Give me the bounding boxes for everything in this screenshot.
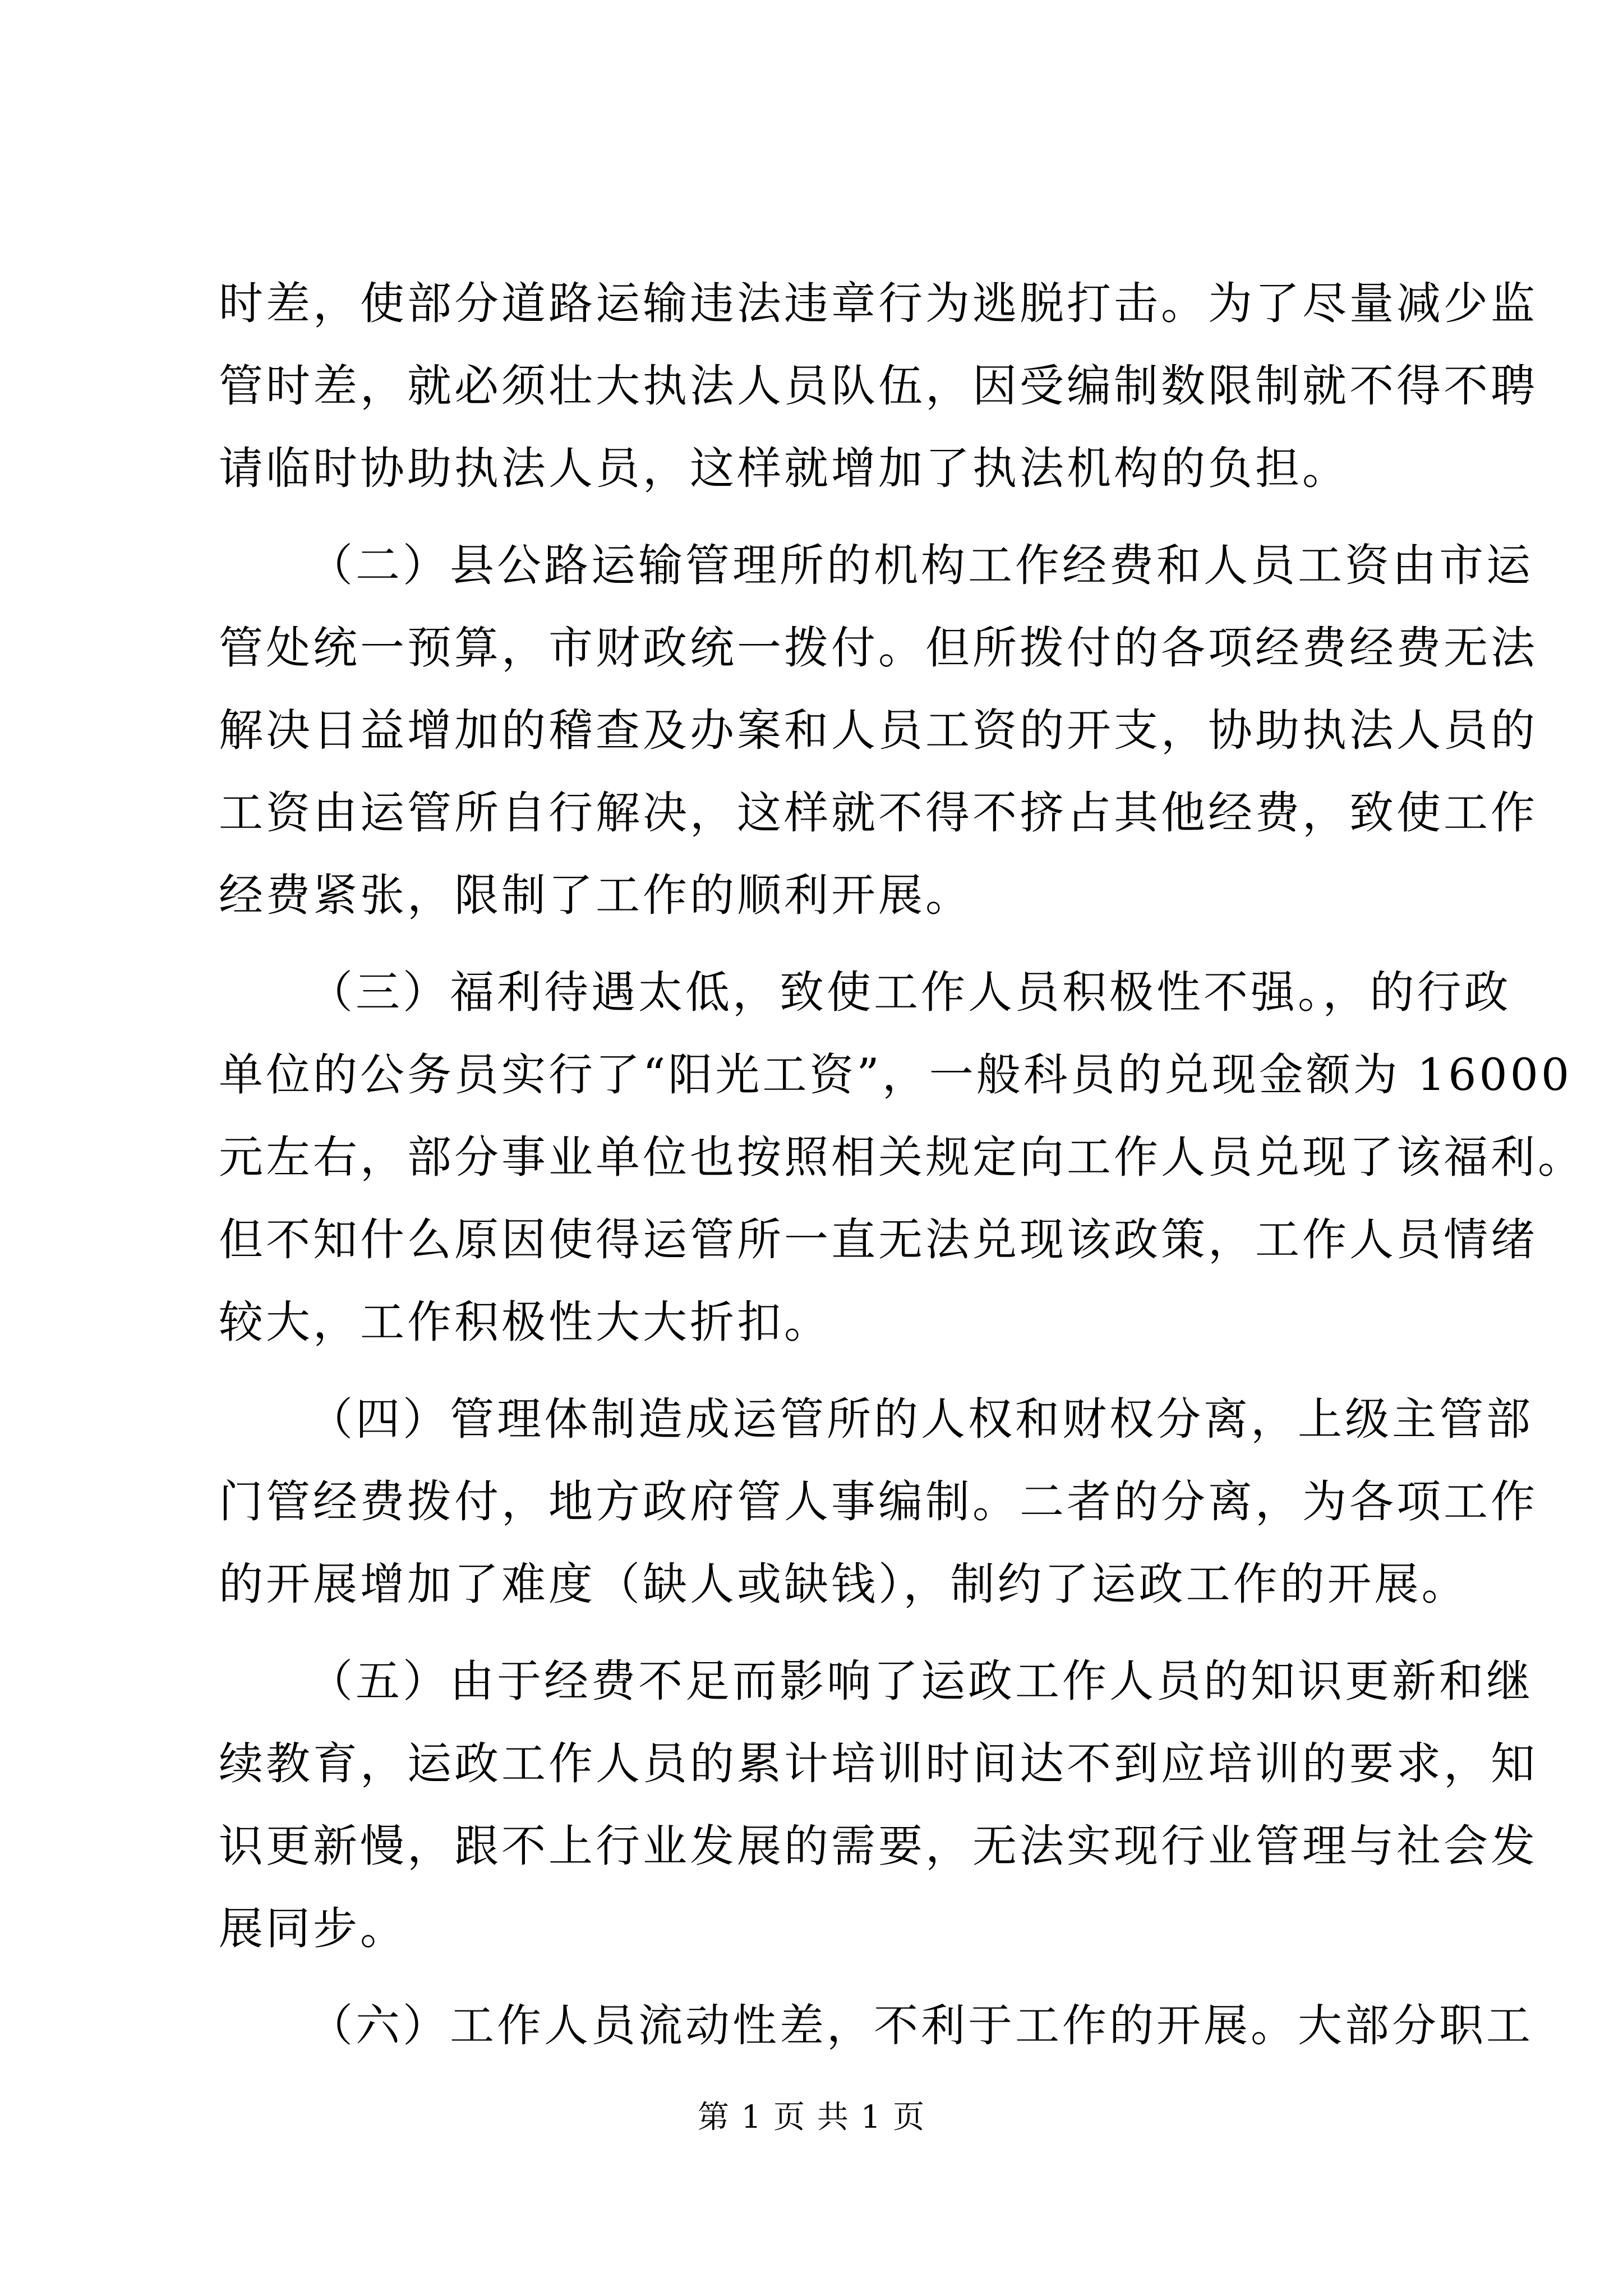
text-line: 管处统一预算，市财政统一拨付。但所拨付的各项经费经费无法 [219,622,1538,674]
paragraph [219,1640,1538,1970]
paragraph [219,951,1585,1364]
paragraph [219,263,1538,510]
text-line: 时差，使部分道路运输违法违章行为逃脱打击。为了尽量减少监 [219,278,1538,329]
text-line: 识更新慢，跟不上行业发展的需要，无法实现行业管理与社会发 [219,1820,1538,1872]
text-line: 门管经费拨付，地方政府管人事编制。二者的分离，为各项工作 [219,1476,1538,1527]
paragraph [219,1985,1533,2067]
paragraph [219,1378,1538,1626]
text-line: 的开展增加了难度（缺人或缺钱），制约了运政工作的开展。 [219,1558,1469,1610]
text-line: （二）县公路运输管理所的机构工作经费和人员工资由市运 [308,540,1533,591]
text-line: 解决日益增加的稽查及办案和人员工资的开支，协助执法人员的 [219,705,1538,756]
text-line: 较大，工作积极性大大折扣。 [219,1296,831,1348]
text-line: （三）福利待遇太低，致使工作人员积极性不强。，的行政 [308,967,1511,1018]
text-line: 但不知什么原因使得运管所一直无法兑现该政策，工作人员情绪 [219,1214,1538,1266]
page-footer [0,2095,1623,2140]
text-line: 请临时协助执法人员，这样就增加了执法机构的负担。 [219,443,1349,494]
text-line: 续教育，运政工作人员的累计培训时间达不到应培训的要求，知 [219,1738,1538,1789]
text-line: 管时差，就必须壮大执法人员队伍，因受编制数限制就不得不聘 [219,360,1538,412]
text-line: 元左右，部分事业单位也按照相关规定向工作人员兑现了该福利。 [219,1131,1585,1183]
text-line: 单位的公务员实行了“阳光工资”，一般科员的兑现金额为 16000 [219,1049,1573,1101]
paragraph [219,524,1538,937]
text-line: 经费紧张，限制了工作的顺利开展。 [219,869,972,921]
text-line: （四）管理体制造成运管所的人权和财权分离，上级主管部 [308,1393,1533,1445]
text-line: 展同步。 [219,1903,407,1954]
text-line: （五）由于经费不足而影响了运政工作人员的知识更新和继 [308,1655,1533,1707]
document-body [219,263,1585,2067]
text-line: （六）工作人员流动性差，不利于工作的开展。大部分职工 [308,2000,1533,2051]
page-number-label: 第 1 页 共 1 页 [697,2099,926,2136]
text-line: 工资由运管所自行解决，这样就不得不挤占其他经费，致使工作 [219,787,1538,839]
